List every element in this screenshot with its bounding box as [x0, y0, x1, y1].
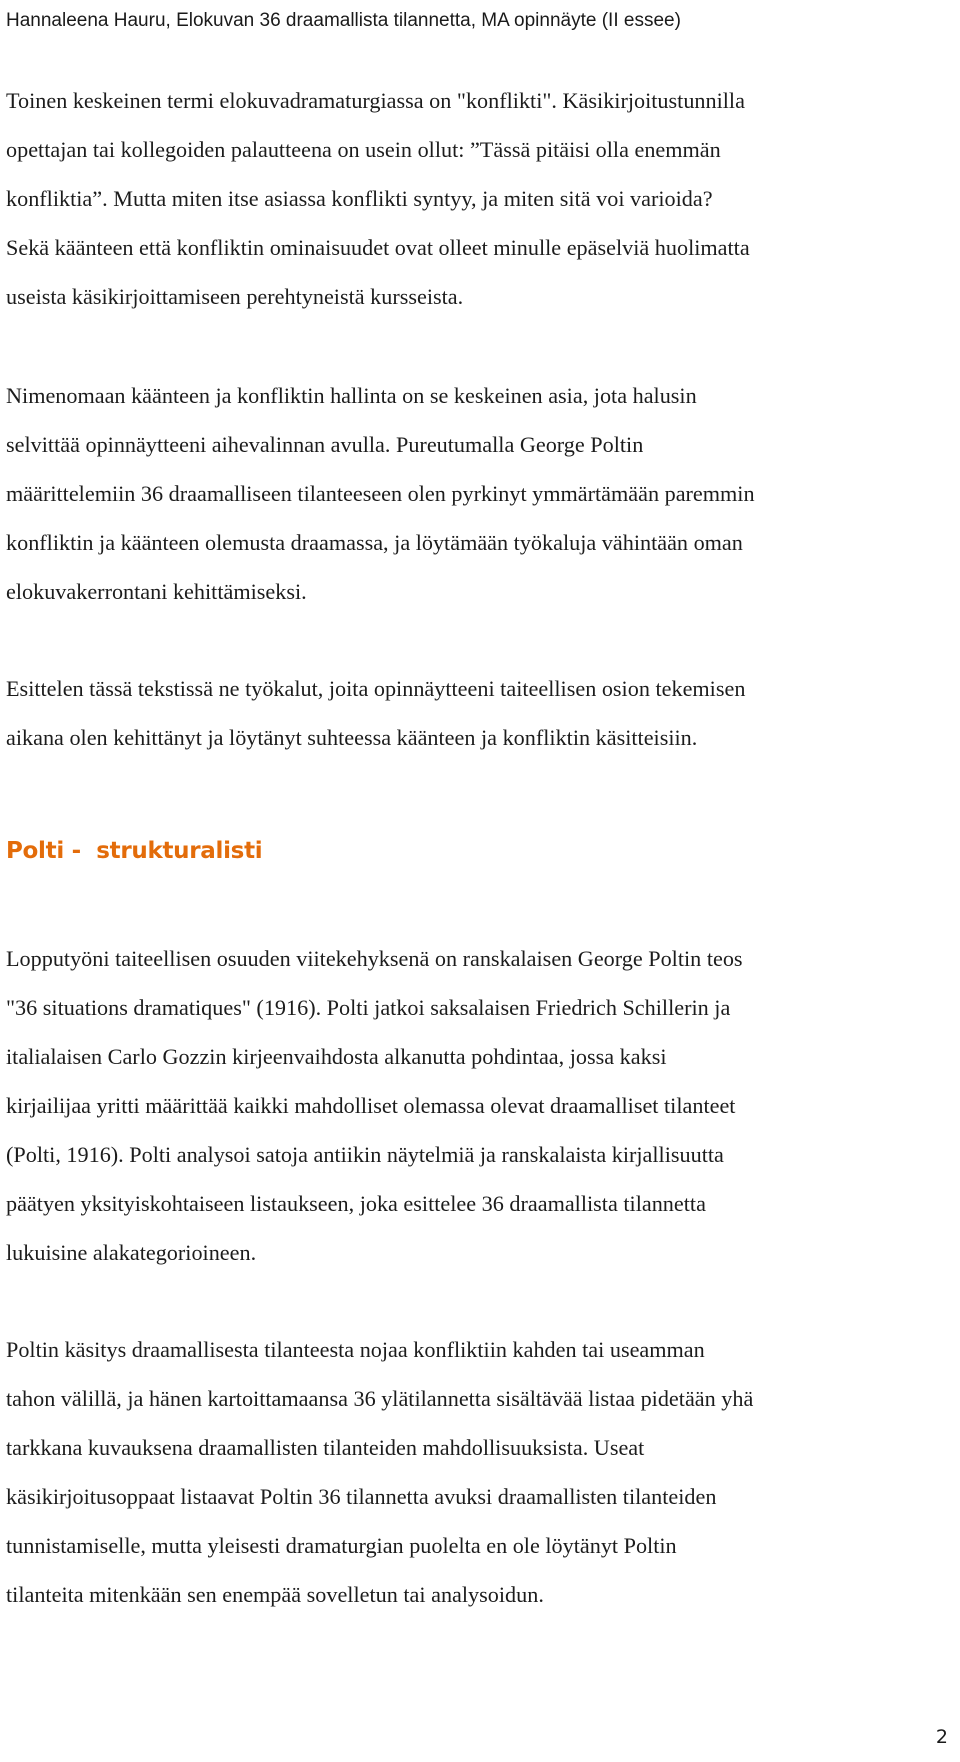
paragraph-poltin-kasitys	[6, 1325, 951, 1619]
paragraph-line: kirjailijaa yritti määrittää kaikki mahdolliset olemassa olevat draamalliset tilanteet	[6, 1093, 736, 1118]
paragraph-line: Lopputyöni taiteellisen osuuden viitekehyksenä on ranskalaisen George Poltin teos	[6, 946, 743, 971]
paragraph-line: elokuvakerrontani kehittämiseksi.	[6, 579, 307, 604]
paragraph-line: tilanteita mitenkään sen enempää sovelletun tai analysoidun.	[6, 1582, 544, 1607]
paragraph-line: useista käsikirjoittamiseen perehtyneistä kursseista.	[6, 284, 464, 309]
section-heading: Polti - strukturalisti	[6, 838, 263, 864]
paragraph-tyokalut	[6, 664, 951, 762]
paragraph-line: tahon välillä, ja hänen kartoittamaansa 36 ylätilannetta sisältävää listaa pidetään yhä	[6, 1386, 754, 1411]
paragraph-line: konfliktin ja käänteen olemusta draamassa, ja löytämään työkaluja vähintään oman	[6, 530, 743, 555]
page-number: 2	[935, 1726, 948, 1748]
paragraph-line: tarkkana kuvauksena draamallisten tilanteiden mahdollisuuksista. Useat	[6, 1435, 645, 1460]
paragraph-line: selvittää opinnäytteeni aihevalinnan avulla. Pureutumalla George Poltin	[6, 432, 644, 457]
paragraph-line: Poltin käsitys draamallisesta tilanteesta nojaa konfliktiin kahden tai useamman	[6, 1337, 705, 1362]
paragraph-aihevalinta	[6, 371, 951, 616]
paragraph-viitekehys	[6, 934, 951, 1277]
paragraph-line: määrittelemiin 36 draamalliseen tilanteeseen olen pyrkinyt ymmärtämään paremmin	[6, 481, 755, 506]
paragraph-konflikti	[6, 76, 951, 321]
paragraph-line: konfliktia”. Mutta miten itse asiassa konflikti syntyy, ja miten sitä voi varioida?	[6, 186, 713, 211]
paragraph-line: Sekä käänteen että konfliktin ominaisuudet ovat olleet minulle epäselviä huolimatta	[6, 235, 750, 260]
paragraph-line: italialaisen Carlo Gozzin kirjeenvaihdosta alkanutta pohdintaa, jossa kaksi	[6, 1044, 667, 1069]
paragraph-line: Esittelen tässä tekstissä ne työkalut, joita opinnäytteeni taiteellisen osion tekemisen	[6, 676, 746, 701]
paragraph-line: Toinen keskeinen termi elokuvadramaturgiassa on "konflikti". Käsikirjoitustunnilla	[6, 88, 745, 113]
paragraph-line: käsikirjoitusoppaat listaavat Poltin 36 tilannetta avuksi draamallisten tilanteiden	[6, 1484, 717, 1509]
paragraph-line: (Polti, 1916). Polti analysoi satoja antiikin näytelmiä ja ranskalaista kirjallisuutta	[6, 1142, 724, 1167]
paragraph-line: tunnistamiselle, mutta yleisesti dramaturgian puolelta en ole löytänyt Poltin	[6, 1533, 677, 1558]
paragraph-line: "36 situations dramatiques" (1916). Polti jatkoi saksalaisen Friedrich Schillerin ja	[6, 995, 731, 1020]
paragraph-line: lukuisine alakategorioineen.	[6, 1240, 257, 1265]
running-header: Hannaleena Hauru, Elokuvan 36 draamallista tilannetta, MA opinnäyte (II essee)	[6, 10, 681, 31]
paragraph-line: opettajan tai kollegoiden palautteena on usein ollut: ”Tässä pitäisi olla enemmän	[6, 137, 721, 162]
paragraph-line: aikana olen kehittänyt ja löytänyt suhteessa käänteen ja konfliktin käsitteisiin.	[6, 725, 698, 750]
paragraph-line: päätyen yksityiskohtaiseen listaukseen, joka esittelee 36 draamallista tilannetta	[6, 1191, 706, 1216]
paragraph-line: Nimenomaan käänteen ja konfliktin hallinta on se keskeinen asia, jota halusin	[6, 383, 697, 408]
